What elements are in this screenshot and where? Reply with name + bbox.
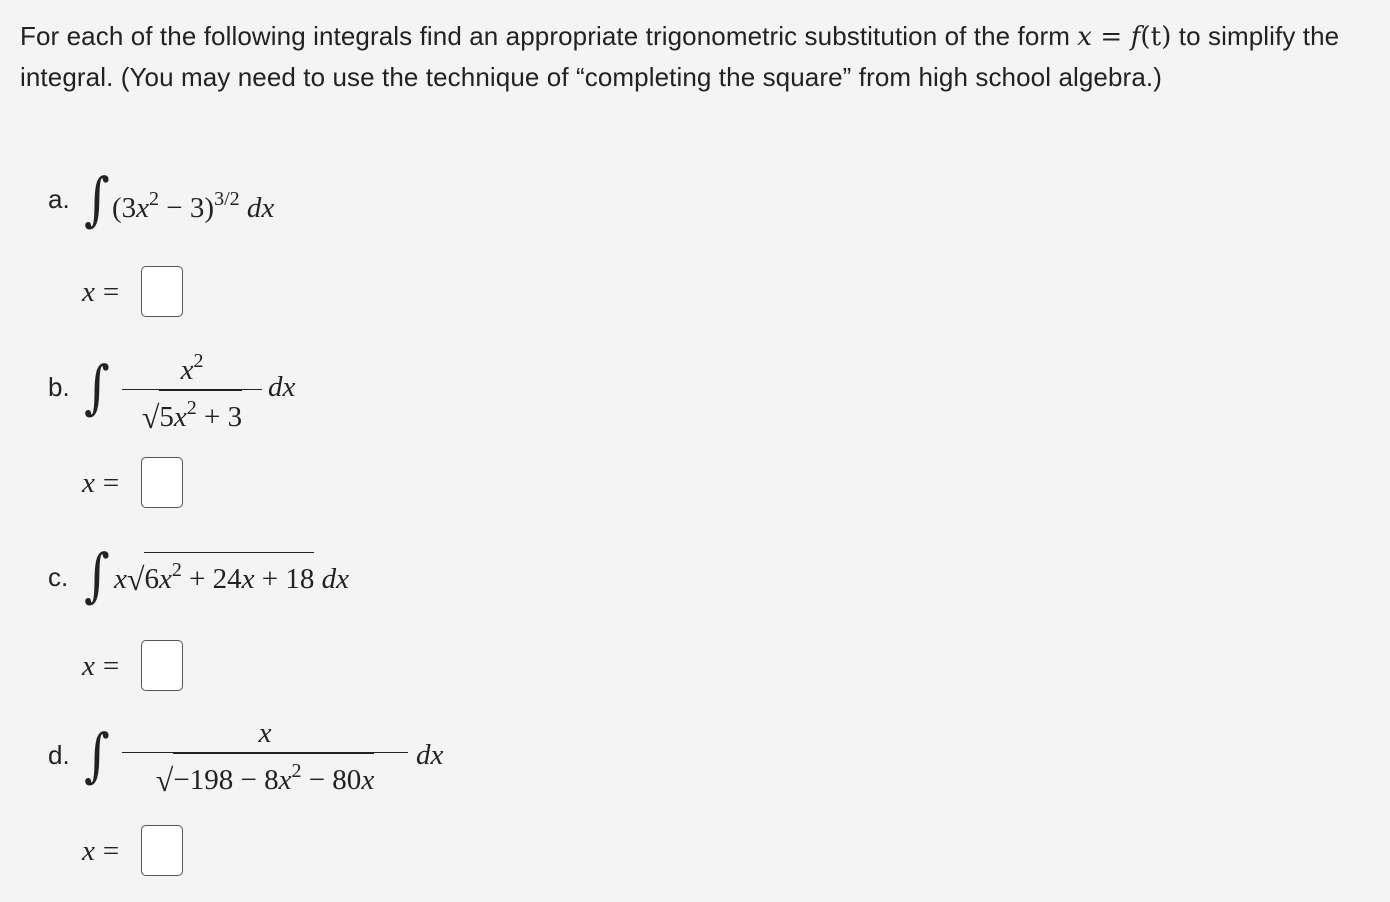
math-x: x — [1077, 22, 1093, 52]
part-b-label: b. — [48, 372, 70, 402]
part-d-denominator: $√-198 - 8x^2 - 80x$ — [122, 753, 408, 797]
part-c-label: c. — [48, 562, 69, 592]
part-b-numerator: $x^2$ — [180, 350, 204, 386]
math-equals: = — [1092, 22, 1131, 52]
part-b-fraction — [122, 344, 262, 434]
part-a-answer-input[interactable] — [141, 266, 183, 317]
problem-instructions — [20, 16, 1360, 97]
part-d-answer-input[interactable] — [141, 825, 183, 876]
integral-sign-icon: ∫ — [84, 721, 110, 789]
part-c-integrand: $x√6x^2 + 24x + 18$ dx — [114, 552, 349, 596]
math-t: (t) — [1140, 22, 1172, 52]
part-a-answer-label: x = — [82, 276, 120, 308]
math-f: f — [1130, 22, 1141, 52]
instructions-text-after: to simplify the integral. (You may need to use the technique of “completing the square” from high school algebra.) — [20, 21, 1340, 92]
part-c-answer-input[interactable] — [141, 640, 183, 691]
part-d-answer-label: x = — [82, 835, 120, 867]
part-d-differential: dx — [416, 739, 444, 771]
part-b-answer-input[interactable] — [141, 457, 183, 508]
part-d-fraction — [122, 716, 408, 797]
instructions-text-before: For each of the following integrals find an appropriate trigonometric substitution of the form — [20, 21, 1078, 51]
part-c-answer-label: x = — [82, 650, 120, 682]
part-b-answer-label: x = — [82, 467, 120, 499]
part-b-denominator: $√5x^2 + 3$ — [122, 390, 262, 434]
part-d-label: d. — [48, 740, 70, 770]
part-b-differential: dx — [268, 371, 296, 403]
integral-sign-icon: ∫ — [84, 165, 110, 233]
part-a-integrand: $(3x^2 - 3)^{3/2}$ dx — [112, 188, 275, 224]
part-d-numerator: x — [258, 717, 272, 749]
integral-sign-icon: ∫ — [84, 353, 110, 421]
part-a-label: a. — [48, 184, 70, 214]
integral-sign-icon: ∫ — [84, 541, 110, 609]
